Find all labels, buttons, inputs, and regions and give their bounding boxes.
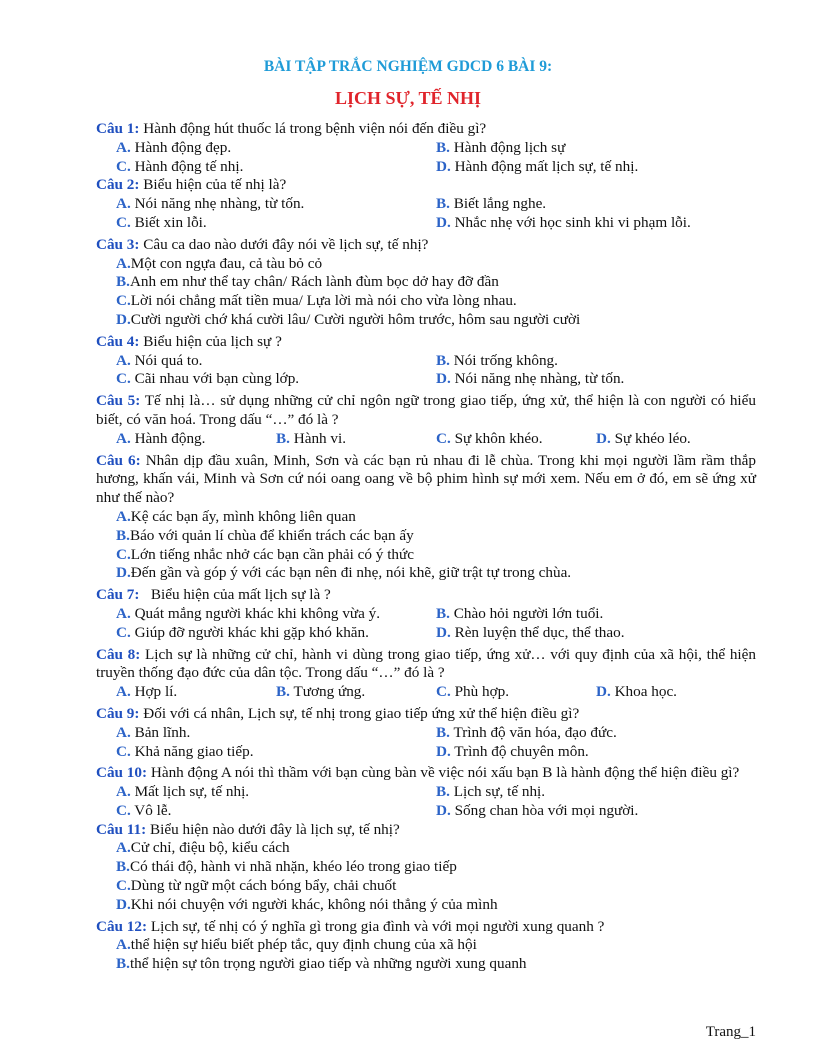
option-text: Giúp đỡ người khác khi gặp khó khăn. xyxy=(130,623,369,641)
question-text: Tế nhị là… sử dụng những cử chỉ ngôn ngữ trong giao tiếp, ứng xử, thể hiện là con người có hiểu biết, có văn hoá. Trong dấu “…” đó là ? xyxy=(96,392,756,428)
question xyxy=(96,176,756,195)
option-letter: A. xyxy=(116,723,131,741)
option[interactable] xyxy=(116,195,436,214)
option-letter: A. xyxy=(116,351,131,369)
option-letter: B. xyxy=(276,429,290,447)
question xyxy=(96,764,756,783)
option[interactable] xyxy=(116,743,436,762)
question xyxy=(96,918,756,937)
option-text: Khả năng giao tiếp. xyxy=(130,742,254,760)
question xyxy=(96,586,756,605)
answer-options xyxy=(96,605,756,643)
question xyxy=(96,705,756,724)
option[interactable] xyxy=(116,370,436,389)
option-letter: B. xyxy=(276,683,290,701)
option-letter: C. xyxy=(116,292,131,310)
option-text: Biết lắng nghe. xyxy=(449,195,547,213)
option-text: Cử chỉ, điệu bộ, kiểu cách xyxy=(130,839,290,857)
option-letter: B. xyxy=(436,351,450,369)
answer-options xyxy=(96,430,756,449)
option[interactable] xyxy=(96,311,756,330)
option-row xyxy=(96,158,756,177)
option-text: Lời nói chẳng mất tiền mua/ Lựa lời mà nói cho vừa lòng nhau. xyxy=(130,292,517,310)
question-label: Câu 3: xyxy=(96,235,140,253)
question-label: Câu 5: xyxy=(96,392,141,410)
question-text: Câu ca dao nào dưới đây nói về lịch sự, tế nhị? xyxy=(139,235,429,253)
option-text: thể hiện sự tôn trọng người giao tiếp và những người xung quanh xyxy=(129,955,527,973)
question xyxy=(96,452,756,508)
option-text: Hành động. xyxy=(130,429,206,447)
option-letter: C. xyxy=(116,623,131,641)
option-text: Hành động mất lịch sự, tế nhị. xyxy=(450,157,639,175)
option-letter: D. xyxy=(436,370,451,388)
option-text: Nói năng nhẹ nhàng, từ tốn. xyxy=(130,195,305,213)
answer-options xyxy=(96,724,756,762)
option-letter: B. xyxy=(116,858,130,876)
option[interactable] xyxy=(96,546,756,565)
answer-options xyxy=(96,195,756,233)
option[interactable] xyxy=(116,783,436,802)
question-text: Biểu hiện của tế nhị là? xyxy=(139,176,287,194)
option[interactable] xyxy=(436,139,756,158)
question-text: Biểu hiện của mất lịch sự là ? xyxy=(139,586,331,604)
option-text: Một con ngựa đau, cả tàu bỏ cỏ xyxy=(130,254,323,272)
option[interactable] xyxy=(436,352,756,371)
option-letter: D. xyxy=(436,157,451,175)
option-text: Tương ứng. xyxy=(289,683,366,701)
option-text: Dùng từ ngữ một cách bóng bẩy, chải chuốt xyxy=(130,877,397,895)
option-text: Sự khéo léo. xyxy=(610,429,691,447)
option-letter: B. xyxy=(436,195,450,213)
option[interactable] xyxy=(436,605,756,624)
option[interactable] xyxy=(436,624,756,643)
question-text: Biểu hiện nào dưới đây là lịch sự, tế nhị? xyxy=(146,820,400,838)
option[interactable] xyxy=(436,214,756,233)
option-row xyxy=(96,214,756,233)
option-letter: A. xyxy=(116,683,131,701)
question-label: Câu 7: xyxy=(96,586,140,604)
question xyxy=(96,333,756,352)
option-letter: A. xyxy=(116,839,131,857)
option[interactable] xyxy=(596,683,756,702)
option[interactable] xyxy=(96,292,756,311)
option-letter: A. xyxy=(116,936,131,954)
option-row xyxy=(96,783,756,802)
option-letter: B. xyxy=(116,955,130,973)
option[interactable] xyxy=(96,936,756,955)
option[interactable] xyxy=(96,255,756,274)
option-letter: D. xyxy=(116,310,131,328)
option-text: Quát mắng người khác khi không vừa ý. xyxy=(130,604,381,622)
answer-options xyxy=(96,139,756,177)
option[interactable] xyxy=(436,370,756,389)
answer-options xyxy=(96,508,756,583)
question-text: Biểu hiện của lịch sự ? xyxy=(139,332,282,350)
option-row xyxy=(96,352,756,371)
option-text: Lớn tiếng nhắc nhở các bạn cần phải có ý thức xyxy=(130,545,414,563)
option[interactable] xyxy=(96,858,756,877)
option[interactable] xyxy=(276,683,436,702)
answer-options xyxy=(96,936,756,974)
option-row xyxy=(96,802,756,821)
option-letter: C. xyxy=(116,801,131,819)
option[interactable] xyxy=(96,955,756,974)
option-text: Khi nói chuyện với người khác, không nói thẳng ý của mình xyxy=(130,895,498,913)
option[interactable] xyxy=(436,783,756,802)
option-text: Bản lĩnh. xyxy=(130,723,191,741)
option-text: Trình độ chuyên môn. xyxy=(450,742,589,760)
option-row xyxy=(96,195,756,214)
option[interactable] xyxy=(116,430,276,449)
answer-options xyxy=(96,783,756,821)
option-text: Lịch sự, tế nhị. xyxy=(449,783,546,801)
option-text: Nhắc nhẹ với học sinh khi vi phạm lỗi. xyxy=(450,213,691,231)
option-text: Hành động lịch sự xyxy=(449,138,566,156)
option[interactable] xyxy=(116,352,436,371)
option[interactable] xyxy=(96,564,756,583)
option-text: Vô lễ. xyxy=(130,801,172,819)
option[interactable] xyxy=(116,605,436,624)
option-row xyxy=(96,743,756,762)
option-text: Biết xin lỗi. xyxy=(130,213,207,231)
option-text: Hành vi. xyxy=(289,429,347,447)
option[interactable] xyxy=(276,430,436,449)
option[interactable] xyxy=(116,624,436,643)
option-text: Mất lịch sự, tế nhị. xyxy=(130,783,250,801)
question-label: Câu 10: xyxy=(96,764,148,782)
option-text: Sự khôn khéo. xyxy=(450,429,543,447)
option-letter: B. xyxy=(436,138,450,156)
option[interactable] xyxy=(436,430,596,449)
option-letter: A. xyxy=(116,138,131,156)
option-text: thể hiện sự hiểu biết phép tắc, quy định chung của xã hội xyxy=(130,936,477,954)
document-title: BÀI TẬP TRẮC NGHIỆM GDCD 6 BÀI 9: xyxy=(263,58,553,75)
option[interactable] xyxy=(596,430,756,449)
option-text: Báo với quản lí chùa để khiển trách các bạn ấy xyxy=(129,526,414,544)
option-text: Nói trống không. xyxy=(449,351,558,369)
question-label: Câu 9: xyxy=(96,704,140,722)
option-text: Nói quá to. xyxy=(130,351,203,369)
question-text: Hành động A nói thì thầm với bạn cùng bàn về việc nói xấu bạn B là hành động thể hiện điều gì? xyxy=(147,764,740,782)
option[interactable] xyxy=(96,896,756,915)
option-letter: B. xyxy=(436,723,450,741)
option-text: Anh em như thể tay chân/ Rách lành đùm bọc dở hay đỡ đần xyxy=(129,273,499,291)
page-number: Trang_1 xyxy=(705,1024,756,1040)
option-text: Kệ các bạn ấy, mình không liên quan xyxy=(130,507,356,525)
option-letter: D. xyxy=(436,623,451,641)
question-text: Hành động hút thuốc lá trong bệnh viện nói đến điều gì? xyxy=(139,120,487,137)
option-letter: C. xyxy=(116,742,131,760)
option-row xyxy=(96,683,756,702)
option-letter: C. xyxy=(116,370,131,388)
option[interactable] xyxy=(96,273,756,292)
question-text: Lịch sự, tế nhị có ý nghĩa gì trong gia đình và với mọi người xung quanh ? xyxy=(147,917,605,935)
option-text: Nói năng nhẹ nhàng, từ tốn. xyxy=(450,370,625,388)
option-text: Chào hỏi người lớn tuổi. xyxy=(449,604,604,622)
option-letter: C. xyxy=(116,545,131,563)
option-text: Có thái độ, hành vi nhã nhặn, khéo léo trong giao tiếp xyxy=(129,858,457,876)
option-letter: D. xyxy=(596,429,611,447)
option-letter: B. xyxy=(436,783,450,801)
option-letter: A. xyxy=(116,429,131,447)
option-row xyxy=(96,430,756,449)
option[interactable] xyxy=(96,527,756,546)
option-letter: A. xyxy=(116,507,131,525)
option[interactable] xyxy=(436,195,756,214)
option-text: Hành động tế nhị. xyxy=(130,157,244,175)
option-text: Cãi nhau với bạn cùng lớp. xyxy=(130,370,300,388)
option-text: Trình độ văn hóa, đạo đức. xyxy=(449,723,617,741)
option-letter: B. xyxy=(436,604,450,622)
question xyxy=(96,821,756,840)
option[interactable] xyxy=(116,214,436,233)
question-label: Câu 12: xyxy=(96,917,148,935)
question-label: Câu 11: xyxy=(96,820,147,838)
option-letter: D. xyxy=(116,895,131,913)
answer-options xyxy=(96,683,756,702)
option-row xyxy=(96,724,756,743)
option-letter: B. xyxy=(116,273,130,291)
option-text: Hợp lí. xyxy=(130,683,178,701)
option[interactable] xyxy=(436,802,756,821)
option[interactable] xyxy=(116,139,436,158)
option[interactable] xyxy=(96,877,756,896)
question-label: Câu 2: xyxy=(96,176,140,194)
question xyxy=(96,236,756,255)
option-text: Đến gần và góp ý với các bạn nên đi nhẹ, nói khẽ, giữ trật tự trong chùa. xyxy=(130,564,572,582)
option-text: Hành động đẹp. xyxy=(130,138,232,156)
option-letter: D. xyxy=(116,564,131,582)
option[interactable] xyxy=(116,158,436,177)
option-row xyxy=(96,139,756,158)
option-text: Phù hợp. xyxy=(450,683,510,701)
option-letter: C. xyxy=(436,683,451,701)
question xyxy=(96,120,756,139)
option[interactable] xyxy=(436,743,756,762)
question-label: Câu 4: xyxy=(96,332,140,350)
option-letter: C. xyxy=(436,429,451,447)
option-letter: A. xyxy=(116,195,131,213)
option-row xyxy=(96,370,756,389)
option-letter: D. xyxy=(436,742,451,760)
option[interactable] xyxy=(436,724,756,743)
question-label: Câu 6: xyxy=(96,451,141,469)
question-label: Câu 1: xyxy=(96,120,140,137)
answer-options xyxy=(96,255,756,330)
option[interactable] xyxy=(96,839,756,858)
option-row xyxy=(96,605,756,624)
question-text: Đối với cá nhân, Lịch sự, tế nhị trong giao tiếp ứng xử thể hiện điều gì? xyxy=(139,704,580,722)
question-label: Câu 8: xyxy=(96,645,141,663)
answer-options xyxy=(96,352,756,390)
option-letter: D. xyxy=(436,801,451,819)
option[interactable] xyxy=(436,158,756,177)
option[interactable] xyxy=(436,683,596,702)
option[interactable] xyxy=(116,724,436,743)
option-letter: D. xyxy=(436,213,451,231)
option[interactable] xyxy=(96,508,756,527)
option[interactable] xyxy=(116,683,276,702)
question xyxy=(96,646,756,684)
option-letter: A. xyxy=(116,783,131,801)
option-text: Khoa học. xyxy=(610,683,677,701)
option-letter: A. xyxy=(116,254,131,272)
document-subtitle: LỊCH SỰ, TẾ NHỊ xyxy=(334,88,482,108)
option-letter: C. xyxy=(116,213,131,231)
option-text: Rèn luyện thể dục, thể thao. xyxy=(450,623,625,641)
option-letter: C. xyxy=(116,877,131,895)
option-row xyxy=(96,624,756,643)
option-letter: B. xyxy=(116,526,130,544)
answer-options xyxy=(96,839,756,914)
question-text: Nhân dịp đầu xuân, Minh, Sơn và các bạn rủ nhau đi lễ chùa. Trong khi mọi người lầm rầm thắp hương, khấn vái, Minh và Sơn cứ nói oang oang về bộ phim hình sự mới xem. Nếu em ở đó, em sẽ ứng xử như thế nào? xyxy=(96,451,756,507)
question-list xyxy=(96,120,756,974)
option-text: Cười người chớ khá cười lâu/ Cười người hôm trước, hôm sau người cười xyxy=(130,310,581,328)
option-letter: A. xyxy=(116,604,131,622)
option[interactable] xyxy=(116,802,436,821)
question xyxy=(96,392,756,430)
option-letter: D. xyxy=(596,683,611,701)
option-text: Sống chan hòa với mọi người. xyxy=(450,801,639,819)
option-letter: C. xyxy=(116,157,131,175)
question-text: Lịch sự là những cử chỉ, hành vi dùng trong giao tiếp, ứng xử… với quy định của xã hội, thể hiện truyền thống đạo đức của dân tộc. Trong dấu “…” đó là ? xyxy=(96,645,756,682)
